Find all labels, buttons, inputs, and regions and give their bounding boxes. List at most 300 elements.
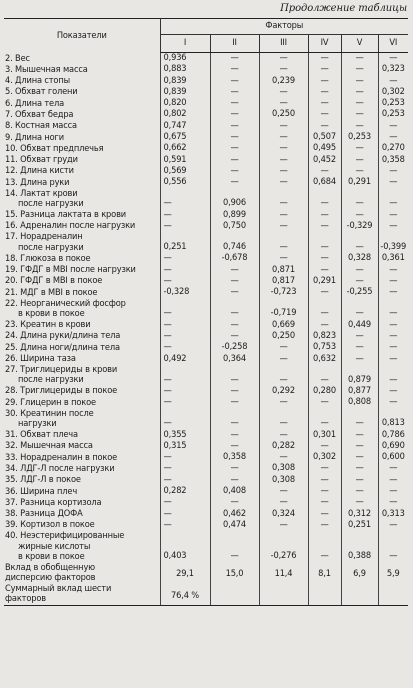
factor-loading-cell: — xyxy=(210,132,259,143)
table-row xyxy=(4,64,408,75)
factor-loading-cell: — xyxy=(210,109,259,120)
indicator-label-line: 37. Разница кортизола xyxy=(5,496,102,508)
indicator-label-line: после нагрузки xyxy=(18,197,84,209)
indicator-label xyxy=(4,386,160,397)
factor-loading-cell: — xyxy=(210,463,259,474)
factor-loading-cell: -0,329 xyxy=(341,221,378,232)
indicator-label-line: 39. Кортизол в покое xyxy=(5,519,95,531)
factor-loading-cell: — xyxy=(160,253,210,264)
indicator-label-line: после нагрузки xyxy=(18,241,84,253)
indicator-label-line: после нагрузки xyxy=(18,374,84,386)
indicator-label-line: 32. Мышечная масса xyxy=(5,440,93,452)
factor-loading-cell: -0,719 xyxy=(259,299,308,320)
factor-loading-cell: -0,399 xyxy=(378,232,408,253)
indicator-label xyxy=(4,76,160,87)
indicator-label-line: 16. Адреналин после нагрузки xyxy=(5,220,136,232)
factor-loading-cell: — xyxy=(308,320,341,331)
factor-loading-cell: — xyxy=(210,143,259,154)
factor-loading-cell: 0,786 xyxy=(378,430,408,441)
indicator-label-line: Суммарный вклад шести xyxy=(5,582,112,594)
factor-loading-cell: — xyxy=(378,177,408,188)
indicator-label xyxy=(4,109,160,120)
factor-loading-cell: — xyxy=(378,299,408,320)
factor-loading-cell: — xyxy=(210,265,259,276)
table-row xyxy=(4,132,408,143)
indicator-label-line: 14. Лактат крови xyxy=(5,187,78,199)
indicator-label xyxy=(4,531,160,562)
indicator-label-line: 6. Длина тела xyxy=(5,97,65,109)
factor-loading-cell: — xyxy=(341,299,378,320)
factor-loading-cell: — xyxy=(259,365,308,386)
indicator-label-line: факторов xyxy=(5,593,46,605)
indicator-label-line: 30. Креатинин после xyxy=(5,407,94,419)
indicator-label-line: 34. ЛДГ-Л после нагрузки xyxy=(5,462,115,474)
indicator-label xyxy=(4,232,160,253)
factor-loading-cell: 0,253 xyxy=(341,132,378,143)
factor-loading-cell: 0,495 xyxy=(308,143,341,154)
factor-loading-cell: 0,591 xyxy=(160,155,210,166)
table-row xyxy=(4,463,408,474)
factor-loading-cell: — xyxy=(308,299,341,320)
factor-loading-cell: — xyxy=(210,497,259,508)
factor-loading-cell: — xyxy=(378,121,408,132)
factor-loading-cell: 0,403 xyxy=(160,531,210,562)
factor-loading-cell: — xyxy=(308,98,341,109)
indicator-label xyxy=(4,155,160,166)
factor-loading-cell: — xyxy=(210,475,259,486)
factor-loading-cell: — xyxy=(160,397,210,408)
indicator-label-line: 13. Длина руки xyxy=(5,176,70,188)
factor-loading-cell: — xyxy=(341,409,378,430)
factor-loading-cell: 0,507 xyxy=(308,132,341,143)
factor-loading-cell: 0,808 xyxy=(341,397,378,408)
factor-loading-cell: — xyxy=(259,354,308,365)
table-row xyxy=(4,109,408,120)
factor-loading-cell: — xyxy=(308,509,341,520)
factor-loading-cell: — xyxy=(210,386,259,397)
factor-loading-cell: 0,408 xyxy=(210,486,259,497)
factor-column-header: III xyxy=(259,35,308,53)
factor-loading-cell: 0,282 xyxy=(259,441,308,452)
factor-loading-cell: 0,492 xyxy=(160,354,210,365)
factor-loading-cell: 0,323 xyxy=(378,64,408,75)
factor-loading-cell: 76,4 % xyxy=(160,584,210,606)
table-row xyxy=(4,331,408,342)
factor-loading-cell: 0,753 xyxy=(308,342,341,353)
factor-loading-cell: — xyxy=(210,531,259,562)
indicator-label xyxy=(4,509,160,520)
factor-loading-cell: — xyxy=(308,76,341,87)
factor-loading-cell: — xyxy=(160,276,210,287)
indicator-label xyxy=(4,177,160,188)
table-row xyxy=(4,299,408,320)
factor-loading-cell: 0,302 xyxy=(308,452,341,463)
factor-loading-cell: — xyxy=(259,210,308,221)
factor-loading-cell: — xyxy=(259,177,308,188)
factor-loading-cell: — xyxy=(210,98,259,109)
table-row xyxy=(4,531,408,562)
factor-loading-cell: — xyxy=(308,486,341,497)
factor-loading-cell: — xyxy=(160,520,210,531)
factor-loading-cell: — xyxy=(259,520,308,531)
factor-loading-cell: 0,662 xyxy=(160,143,210,154)
factor-loading-cell: — xyxy=(378,189,408,210)
factor-loading-cell: 0,936 xyxy=(160,53,210,65)
factor-loading-cell: — xyxy=(308,463,341,474)
indicator-label xyxy=(4,132,160,143)
table-row xyxy=(4,253,408,264)
indicator-label xyxy=(4,265,160,276)
factor-loading-cell: 0,291 xyxy=(341,177,378,188)
factor-loading-cell: -0,258 xyxy=(210,342,259,353)
factor-loading-cell: — xyxy=(341,441,378,452)
factor-loading-cell: — xyxy=(341,76,378,87)
factor-loading-cell: — xyxy=(308,121,341,132)
factor-loading-cell: — xyxy=(378,475,408,486)
factor-loadings-table xyxy=(4,18,408,606)
factor-loading-cell: -0,255 xyxy=(341,287,378,298)
factor-loading-cell: — xyxy=(210,121,259,132)
indicator-label-line: 3. Мышечная масса xyxy=(5,63,88,75)
factor-loading-cell: 0,270 xyxy=(378,143,408,154)
factor-loading-cell: 0,669 xyxy=(259,320,308,331)
table-row xyxy=(4,342,408,353)
factor-loading-cell: — xyxy=(378,342,408,353)
factor-loading-cell: — xyxy=(210,155,259,166)
factor-loading-cell: 0,883 xyxy=(160,64,210,75)
factor-loading-cell: — xyxy=(378,386,408,397)
indicator-label-line: 5. Обхват голени xyxy=(5,86,78,98)
indicator-label xyxy=(4,486,160,497)
indicator-label xyxy=(4,210,160,221)
table-row xyxy=(4,365,408,386)
factor-loading-cell: — xyxy=(160,452,210,463)
factor-loading-cell: — xyxy=(308,531,341,562)
factor-loading-cell: — xyxy=(160,475,210,486)
factor-loading-cell: — xyxy=(259,132,308,143)
factor-loading-cell: 0,871 xyxy=(259,265,308,276)
table-row xyxy=(4,53,408,65)
factor-loading-cell: 0,328 xyxy=(341,253,378,264)
table-body xyxy=(4,53,408,606)
indicator-label xyxy=(4,463,160,474)
factor-loading-cell: 0,569 xyxy=(160,166,210,177)
factor-loading-cell: 0,877 xyxy=(341,386,378,397)
factor-loading-cell: — xyxy=(341,121,378,132)
factor-loading-cell: — xyxy=(259,87,308,98)
factor-loading-cell: — xyxy=(210,331,259,342)
factor-loading-cell: — xyxy=(341,475,378,486)
indicator-label-line: 22. Неорганический фосфор xyxy=(5,297,126,309)
table-row xyxy=(4,155,408,166)
table-row xyxy=(4,177,408,188)
factor-loading-cell: — xyxy=(259,497,308,508)
indicator-label-line: 33. Норадреналин в покое xyxy=(5,451,118,463)
factor-loading-cell: — xyxy=(210,409,259,430)
indicator-label-line: 28. Триглицериды в покое xyxy=(5,385,118,397)
factor-loading-cell: 0,817 xyxy=(259,276,308,287)
indicator-label xyxy=(4,563,160,584)
factor-loading-cell: — xyxy=(341,265,378,276)
factor-loading-cell: — xyxy=(160,509,210,520)
factor-loading-cell: — xyxy=(160,265,210,276)
factor-loading-cell: — xyxy=(210,441,259,452)
factor-loading-cell: 0,250 xyxy=(259,331,308,342)
factor-loading-cell: — xyxy=(308,497,341,508)
factor-loading-cell: 0,632 xyxy=(308,354,341,365)
factor-loading-cell: — xyxy=(378,276,408,287)
indicator-label xyxy=(4,441,160,452)
indicator-label xyxy=(4,166,160,177)
factor-loading-cell: — xyxy=(341,430,378,441)
factor-loading-cell: — xyxy=(160,210,210,221)
factor-loading-cell: 29,1 xyxy=(160,563,210,584)
factor-loading-cell: — xyxy=(210,287,259,298)
factor-loading-cell: -0,276 xyxy=(259,531,308,562)
factor-loading-cell: — xyxy=(341,342,378,353)
factor-loading-cell: — xyxy=(378,486,408,497)
factor-loading-cell: — xyxy=(308,210,341,221)
factor-loading-cell: — xyxy=(378,210,408,221)
factor-loading-cell: 0,239 xyxy=(259,76,308,87)
factor-loading-cell: — xyxy=(378,76,408,87)
factor-loading-cell: 0,302 xyxy=(378,87,408,98)
factor-loading-cell: — xyxy=(259,430,308,441)
indicator-label-line: 20. ГФДГ в MBI в покое xyxy=(5,275,103,287)
factor-loading-cell: 0,291 xyxy=(308,276,341,287)
factor-loading-cell: — xyxy=(341,331,378,342)
table-row xyxy=(4,452,408,463)
factor-loading-cell: — xyxy=(378,132,408,143)
factor-loading-cell: — xyxy=(308,397,341,408)
factor-loading-cell: — xyxy=(308,520,341,531)
table-row xyxy=(4,475,408,486)
indicator-label xyxy=(4,497,160,508)
indicator-label xyxy=(4,276,160,287)
factor-loading-cell: — xyxy=(308,441,341,452)
factor-loading-cell: — xyxy=(160,221,210,232)
table-row xyxy=(4,409,408,430)
factor-loading-cell: — xyxy=(341,166,378,177)
factor-loading-cell: 5,9 xyxy=(378,563,408,584)
factor-loading-cell: — xyxy=(259,397,308,408)
table-row xyxy=(4,486,408,497)
indicator-label-line: 25. Длина ноги/длина тела xyxy=(5,341,120,353)
factor-loading-cell: 0,250 xyxy=(259,109,308,120)
indicator-label-line: 2. Вес xyxy=(5,52,30,64)
indicator-label-line: 19. ГФДГ в MBI после нагрузки xyxy=(5,264,136,276)
indicator-label xyxy=(4,475,160,486)
indicator-label xyxy=(4,87,160,98)
factor-loading-cell: — xyxy=(378,320,408,331)
factor-loading-cell: 0,324 xyxy=(259,509,308,520)
factor-loading-cell: — xyxy=(259,98,308,109)
indicator-label-line: нагрузки xyxy=(18,417,57,429)
factor-loading-cell: 6,9 xyxy=(341,563,378,584)
factor-loading-cell: — xyxy=(378,531,408,562)
factor-loading-cell: — xyxy=(308,87,341,98)
factor-loading-cell: 0,750 xyxy=(210,221,259,232)
factor-loading-cell: — xyxy=(308,232,341,253)
factor-loading-cell: — xyxy=(210,166,259,177)
factor-loading-cell: -0,328 xyxy=(160,287,210,298)
factor-loading-cell: — xyxy=(341,452,378,463)
factor-loading-cell: — xyxy=(341,155,378,166)
factor-loading-cell: — xyxy=(210,177,259,188)
factor-loading-cell: — xyxy=(341,53,378,65)
table-row xyxy=(4,320,408,331)
factor-loading-cell: — xyxy=(259,121,308,132)
factor-column-header: V xyxy=(341,35,378,53)
table-row xyxy=(4,265,408,276)
factor-loading-cell: 0,474 xyxy=(210,520,259,531)
factor-loading-cell: 0,292 xyxy=(259,386,308,397)
indicator-label xyxy=(4,98,160,109)
factor-loading-cell: — xyxy=(378,463,408,474)
factor-loading-cell: — xyxy=(160,189,210,210)
factor-loading-cell: — xyxy=(341,232,378,253)
factor-loading-cell: — xyxy=(308,53,341,65)
summary-row xyxy=(4,584,408,606)
factor-loading-cell: 0,282 xyxy=(160,486,210,497)
factor-loading-cell: — xyxy=(341,497,378,508)
factor-loading-cell: — xyxy=(259,409,308,430)
factor-loading-cell: 0,355 xyxy=(160,430,210,441)
table-row xyxy=(4,143,408,154)
factor-loading-cell: — xyxy=(378,354,408,365)
indicator-label-line: 38. Разница ДОФА xyxy=(5,508,83,520)
factor-loading-cell: 0,746 xyxy=(210,232,259,253)
factor-loading-cell: 0,452 xyxy=(308,155,341,166)
factor-loading-cell: — xyxy=(210,430,259,441)
indicator-label-line: 12. Длина кисти xyxy=(5,165,74,177)
factor-loading-cell: — xyxy=(259,155,308,166)
indicator-label-line: 9. Длина ноги xyxy=(5,131,64,143)
factor-loading-cell: -0,678 xyxy=(210,253,259,264)
factor-loading-cell: — xyxy=(341,98,378,109)
factor-loading-cell: — xyxy=(308,166,341,177)
factor-loading-cell: — xyxy=(378,166,408,177)
factor-loading-cell: 0,312 xyxy=(341,509,378,520)
factor-loading-cell: — xyxy=(210,76,259,87)
factor-loading-cell: — xyxy=(378,331,408,342)
table-row xyxy=(4,287,408,298)
factor-loading-cell: 0,906 xyxy=(210,189,259,210)
indicator-label-line: 4. Длина стопы xyxy=(5,75,70,87)
factor-loading-cell: — xyxy=(341,143,378,154)
factor-loading-cell: — xyxy=(378,221,408,232)
factor-loading-cell: 0,358 xyxy=(210,452,259,463)
indicator-label-line: в крови в покое xyxy=(18,550,85,562)
indicator-label xyxy=(4,121,160,132)
factor-loading-cell: 0,253 xyxy=(378,109,408,120)
indicator-label-line: 7. Обхват бедра xyxy=(5,108,74,120)
factor-loading-cell: — xyxy=(210,64,259,75)
indicator-label-line: в крови в покое xyxy=(18,307,85,319)
factor-loading-cell: — xyxy=(308,64,341,75)
factor-loading-cell: — xyxy=(341,87,378,98)
factor-loading-cell: 0,684 xyxy=(308,177,341,188)
factor-loading-cell: — xyxy=(160,299,210,320)
indicator-label xyxy=(4,397,160,408)
factor-loading-cell: — xyxy=(308,265,341,276)
factor-loading-cell: — xyxy=(308,109,341,120)
factor-loading-cell: — xyxy=(378,520,408,531)
indicators-header: Показатели xyxy=(4,19,160,53)
factor-loading-cell: — xyxy=(308,221,341,232)
factor-loading-cell: 0,388 xyxy=(341,531,378,562)
indicator-label xyxy=(4,320,160,331)
table-continuation-caption: Продолжение таблицы xyxy=(280,3,407,14)
factor-loading-cell: 15,0 xyxy=(210,563,259,584)
factor-column-header: II xyxy=(210,35,259,53)
table-row xyxy=(4,430,408,441)
factor-loading-cell xyxy=(341,584,378,606)
factor-loading-cell: — xyxy=(378,397,408,408)
indicator-label-line: 17. Норадреналин xyxy=(5,231,83,243)
indicator-label xyxy=(4,143,160,154)
factor-loading-cell xyxy=(378,584,408,606)
indicator-label-line: 24. Длина руки/длина тела xyxy=(5,330,121,342)
indicator-label xyxy=(4,452,160,463)
table-row xyxy=(4,497,408,508)
indicator-label-line: дисперсию факторов xyxy=(5,571,96,583)
table-row xyxy=(4,441,408,452)
indicator-label xyxy=(4,342,160,353)
factor-loading-cell: — xyxy=(378,287,408,298)
factor-loading-cell xyxy=(259,584,308,606)
indicator-label-line: 35. ЛДГ-Л в покое xyxy=(5,474,81,486)
factor-loading-cell: 0,253 xyxy=(378,98,408,109)
factor-loading-cell: 0,839 xyxy=(160,76,210,87)
factor-loading-cell: 0,358 xyxy=(378,155,408,166)
factor-loading-cell: — xyxy=(210,397,259,408)
factor-loading-cell: — xyxy=(308,475,341,486)
factor-loading-cell: 0,899 xyxy=(210,210,259,221)
factor-column-header: VI xyxy=(378,35,408,53)
indicator-label xyxy=(4,53,160,65)
factor-loading-cell: — xyxy=(259,452,308,463)
factor-loading-cell: — xyxy=(259,486,308,497)
factor-loading-cell: — xyxy=(160,342,210,353)
factor-loading-cell: — xyxy=(210,87,259,98)
factor-loading-cell: 0,308 xyxy=(259,463,308,474)
factor-loading-cell xyxy=(308,584,341,606)
factor-loading-cell: — xyxy=(259,189,308,210)
factor-loading-cell: 0,556 xyxy=(160,177,210,188)
factor-loading-cell: — xyxy=(341,210,378,221)
factor-loading-cell: 0,820 xyxy=(160,98,210,109)
factor-loading-cell: — xyxy=(378,53,408,65)
factor-loading-cell: — xyxy=(341,64,378,75)
indicator-label xyxy=(4,584,160,606)
indicator-label-line: жирные кислоты xyxy=(18,540,91,552)
factor-loading-cell: — xyxy=(259,53,308,65)
factor-loading-cell: — xyxy=(160,386,210,397)
factor-loading-cell: — xyxy=(378,497,408,508)
factor-loading-cell: 0,280 xyxy=(308,386,341,397)
indicator-label-line: 40. Неэстерифицированные xyxy=(5,530,125,542)
factor-loading-cell: — xyxy=(341,486,378,497)
indicator-label-line: 26. Ширина таза xyxy=(5,353,76,365)
factor-loading-cell: 11,4 xyxy=(259,563,308,584)
factor-loading-cell: 0,308 xyxy=(259,475,308,486)
factor-loading-cell: — xyxy=(341,463,378,474)
factor-loading-cell: 0,839 xyxy=(160,87,210,98)
factor-loading-cell: — xyxy=(259,64,308,75)
indicator-label xyxy=(4,189,160,210)
factor-loading-cell: — xyxy=(308,287,341,298)
